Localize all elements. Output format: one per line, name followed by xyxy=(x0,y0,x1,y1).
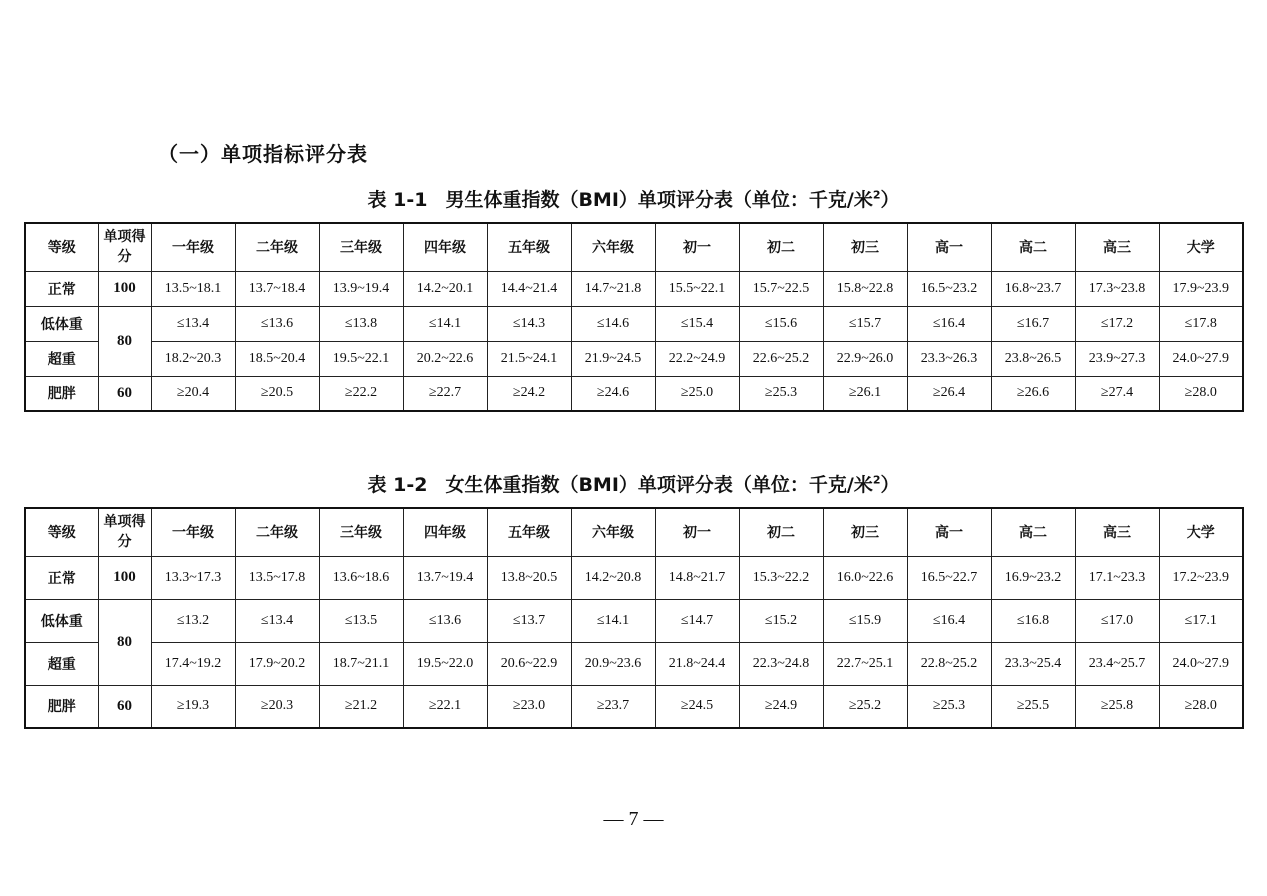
grade-label: 低体重 xyxy=(25,599,98,642)
bmi-range-cell: ≥24.6 xyxy=(571,376,655,411)
grade-level-header: 初三 xyxy=(823,223,907,271)
bmi-range-cell: ≤15.7 xyxy=(823,306,907,341)
bmi-range-cell: ≤17.2 xyxy=(1075,306,1159,341)
bmi-range-cell: 21.8~24.4 xyxy=(655,642,739,685)
bmi-range-cell: ≥25.3 xyxy=(739,376,823,411)
bmi-range-cell: 14.7~21.8 xyxy=(571,271,655,306)
grade-level-header: 高三 xyxy=(1075,223,1159,271)
grade-level-header: 二年级 xyxy=(235,223,319,271)
bmi-range-cell: 14.8~21.7 xyxy=(655,556,739,599)
grade-level-header: 四年级 xyxy=(403,223,487,271)
bmi-range-cell: 17.9~23.9 xyxy=(1159,271,1243,306)
table-row xyxy=(25,556,1243,599)
bmi-range-cell: ≤13.8 xyxy=(319,306,403,341)
bmi-range-cell: 22.9~26.0 xyxy=(823,341,907,376)
bmi-range-cell: 18.2~20.3 xyxy=(151,341,235,376)
bmi-range-cell: 14.2~20.8 xyxy=(571,556,655,599)
grade-level-header: 初一 xyxy=(655,508,739,556)
grade-level-header: 五年级 xyxy=(487,223,571,271)
bmi-range-cell: 15.3~22.2 xyxy=(739,556,823,599)
bmi-range-cell: ≤15.9 xyxy=(823,599,907,642)
bmi-range-cell: ≤13.6 xyxy=(235,306,319,341)
bmi-range-cell: ≤14.3 xyxy=(487,306,571,341)
grade-label: 正常 xyxy=(25,556,98,599)
score-header: 单项得分 xyxy=(98,508,151,556)
grade-level-header: 二年级 xyxy=(235,508,319,556)
bmi-range-cell: ≤16.7 xyxy=(991,306,1075,341)
bmi-range-cell: ≥27.4 xyxy=(1075,376,1159,411)
table-row xyxy=(25,642,1243,685)
bmi-range-cell: ≥25.2 xyxy=(823,685,907,728)
table-1-caption-sup: 2 xyxy=(872,188,881,202)
table-row xyxy=(25,376,1243,411)
bmi-range-cell: 14.2~20.1 xyxy=(403,271,487,306)
bmi-range-cell: ≥26.1 xyxy=(823,376,907,411)
bmi-range-cell: 23.8~26.5 xyxy=(991,341,1075,376)
bmi-range-cell: ≤13.7 xyxy=(487,599,571,642)
bmi-range-cell: 22.2~24.9 xyxy=(655,341,739,376)
bmi-range-cell: 17.9~20.2 xyxy=(235,642,319,685)
bmi-range-cell: ≤14.7 xyxy=(655,599,739,642)
bmi-range-cell: 16.0~22.6 xyxy=(823,556,907,599)
table-row xyxy=(25,306,1243,341)
bmi-range-cell: 24.0~27.9 xyxy=(1159,642,1243,685)
table-row xyxy=(25,271,1243,306)
table-1-caption xyxy=(0,185,1267,212)
grade-level-header: 初一 xyxy=(655,223,739,271)
bmi-range-cell: 23.4~25.7 xyxy=(1075,642,1159,685)
bmi-range-cell: ≤15.6 xyxy=(739,306,823,341)
grade-level-header: 六年级 xyxy=(571,223,655,271)
bmi-range-cell: ≥25.0 xyxy=(655,376,739,411)
grade-label: 肥胖 xyxy=(25,685,98,728)
grade-level-header: 高二 xyxy=(991,508,1075,556)
bmi-range-cell: ≥22.7 xyxy=(403,376,487,411)
table-row xyxy=(25,341,1243,376)
table-1-caption-text: 男生体重指数（BMI）单项评分表（单位：千克/米 xyxy=(445,189,873,211)
bmi-range-cell: ≥23.0 xyxy=(487,685,571,728)
bmi-range-cell: ≥25.8 xyxy=(1075,685,1159,728)
bmi-range-cell: 21.5~24.1 xyxy=(487,341,571,376)
bmi-range-cell: ≤13.4 xyxy=(235,599,319,642)
bmi-range-cell: 14.4~21.4 xyxy=(487,271,571,306)
bmi-range-cell: 16.5~23.2 xyxy=(907,271,991,306)
table-2-caption-text: 女生体重指数（BMI）单项评分表（单位：千克/米 xyxy=(445,474,873,496)
bmi-range-cell: ≤16.8 xyxy=(991,599,1075,642)
bmi-range-cell: ≤16.4 xyxy=(907,306,991,341)
bmi-range-cell: ≤13.6 xyxy=(403,599,487,642)
table-header-row xyxy=(25,223,1243,271)
grade-header: 等级 xyxy=(25,223,98,271)
bmi-range-cell: ≥21.2 xyxy=(319,685,403,728)
bmi-range-cell: ≤17.8 xyxy=(1159,306,1243,341)
bmi-range-cell: 16.5~22.7 xyxy=(907,556,991,599)
grade-level-header: 六年级 xyxy=(571,508,655,556)
grade-label: 低体重 xyxy=(25,306,98,341)
bmi-range-cell: 15.8~22.8 xyxy=(823,271,907,306)
bmi-range-cell: ≤14.1 xyxy=(571,599,655,642)
bmi-range-cell: ≥28.0 xyxy=(1159,376,1243,411)
grade-label: 超重 xyxy=(25,642,98,685)
bmi-range-cell: 17.4~19.2 xyxy=(151,642,235,685)
page-number: — 7 — xyxy=(603,808,664,830)
bmi-range-cell: ≥26.6 xyxy=(991,376,1075,411)
bmi-range-cell: 15.5~22.1 xyxy=(655,271,739,306)
bmi-range-cell: 18.7~21.1 xyxy=(319,642,403,685)
score-value: 60 xyxy=(98,685,151,728)
grade-level-header: 高一 xyxy=(907,508,991,556)
score-value: 60 xyxy=(98,376,151,411)
table-header-row xyxy=(25,508,1243,556)
bmi-range-cell: ≥22.1 xyxy=(403,685,487,728)
score-value: 100 xyxy=(98,556,151,599)
grade-label: 超重 xyxy=(25,341,98,376)
bmi-range-cell: ≤15.2 xyxy=(739,599,823,642)
bmi-range-cell: ≤14.6 xyxy=(571,306,655,341)
score-value: 80 xyxy=(98,599,151,685)
bmi-range-cell: ≥24.5 xyxy=(655,685,739,728)
bmi-range-cell: ≥25.5 xyxy=(991,685,1075,728)
bmi-range-cell: 17.3~23.8 xyxy=(1075,271,1159,306)
bmi-range-cell: ≥28.0 xyxy=(1159,685,1243,728)
bmi-range-cell: 13.5~17.8 xyxy=(235,556,319,599)
grade-level-header: 大学 xyxy=(1159,508,1243,556)
grade-level-header: 五年级 xyxy=(487,508,571,556)
grade-level-header: 大学 xyxy=(1159,223,1243,271)
bmi-range-cell: ≥20.3 xyxy=(235,685,319,728)
grade-level-header: 一年级 xyxy=(151,508,235,556)
bmi-range-cell: ≥22.2 xyxy=(319,376,403,411)
bmi-range-cell: ≤13.2 xyxy=(151,599,235,642)
bmi-range-cell: 19.5~22.1 xyxy=(319,341,403,376)
grade-label: 肥胖 xyxy=(25,376,98,411)
grade-level-header: 初二 xyxy=(739,508,823,556)
bmi-range-cell: 17.2~23.9 xyxy=(1159,556,1243,599)
table-1-caption-number: 表 1-1 xyxy=(367,189,428,211)
table-2-caption-close: ） xyxy=(880,474,900,496)
table-2-caption xyxy=(0,470,1267,497)
bmi-range-cell: 13.7~19.4 xyxy=(403,556,487,599)
bmi-range-cell: ≥20.4 xyxy=(151,376,235,411)
table-2-caption-number: 表 1-2 xyxy=(367,474,428,496)
female-bmi-table xyxy=(24,507,1244,729)
bmi-range-cell: 18.5~20.4 xyxy=(235,341,319,376)
score-value: 100 xyxy=(98,271,151,306)
bmi-range-cell: 16.8~23.7 xyxy=(991,271,1075,306)
bmi-range-cell: 21.9~24.5 xyxy=(571,341,655,376)
bmi-range-cell: 20.6~22.9 xyxy=(487,642,571,685)
bmi-range-cell: 22.8~25.2 xyxy=(907,642,991,685)
table-1-caption-close: ） xyxy=(880,189,900,211)
bmi-range-cell: 13.6~18.6 xyxy=(319,556,403,599)
bmi-range-cell: 20.2~22.6 xyxy=(403,341,487,376)
bmi-range-cell: ≤17.1 xyxy=(1159,599,1243,642)
bmi-range-cell: 23.3~26.3 xyxy=(907,341,991,376)
bmi-range-cell: 20.9~23.6 xyxy=(571,642,655,685)
bmi-range-cell: ≤15.4 xyxy=(655,306,739,341)
bmi-range-cell: ≥26.4 xyxy=(907,376,991,411)
bmi-range-cell: ≥20.5 xyxy=(235,376,319,411)
bmi-range-cell: 13.7~18.4 xyxy=(235,271,319,306)
bmi-range-cell: 24.0~27.9 xyxy=(1159,341,1243,376)
bmi-range-cell: ≥24.9 xyxy=(739,685,823,728)
bmi-range-cell: ≥19.3 xyxy=(151,685,235,728)
bmi-range-cell: ≤16.4 xyxy=(907,599,991,642)
grade-level-header: 一年级 xyxy=(151,223,235,271)
table-row xyxy=(25,599,1243,642)
bmi-range-cell: ≥23.7 xyxy=(571,685,655,728)
bmi-range-cell: 13.9~19.4 xyxy=(319,271,403,306)
bmi-range-cell: ≤13.5 xyxy=(319,599,403,642)
bmi-range-cell: 22.3~24.8 xyxy=(739,642,823,685)
grade-level-header: 高一 xyxy=(907,223,991,271)
bmi-range-cell: 23.3~25.4 xyxy=(991,642,1075,685)
bmi-range-cell: 13.5~18.1 xyxy=(151,271,235,306)
grade-level-header: 三年级 xyxy=(319,223,403,271)
bmi-range-cell: ≤14.1 xyxy=(403,306,487,341)
bmi-range-cell: 19.5~22.0 xyxy=(403,642,487,685)
grade-label: 正常 xyxy=(25,271,98,306)
grade-level-header: 初二 xyxy=(739,223,823,271)
grade-level-header: 高二 xyxy=(991,223,1075,271)
grade-level-header: 三年级 xyxy=(319,508,403,556)
grade-level-header: 四年级 xyxy=(403,508,487,556)
bmi-range-cell: 16.9~23.2 xyxy=(991,556,1075,599)
bmi-range-cell: ≤17.0 xyxy=(1075,599,1159,642)
bmi-range-cell: ≤13.4 xyxy=(151,306,235,341)
bmi-range-cell: 13.3~17.3 xyxy=(151,556,235,599)
bmi-range-cell: ≥25.3 xyxy=(907,685,991,728)
grade-level-header: 高三 xyxy=(1075,508,1159,556)
section-heading: （一）单项指标评分表 xyxy=(158,142,368,166)
bmi-range-cell: 22.6~25.2 xyxy=(739,341,823,376)
table-row xyxy=(25,685,1243,728)
bmi-range-cell: 17.1~23.3 xyxy=(1075,556,1159,599)
bmi-range-cell: 23.9~27.3 xyxy=(1075,341,1159,376)
bmi-range-cell: 13.8~20.5 xyxy=(487,556,571,599)
grade-header: 等级 xyxy=(25,508,98,556)
bmi-range-cell: 15.7~22.5 xyxy=(739,271,823,306)
score-header: 单项得分 xyxy=(98,223,151,271)
grade-level-header: 初三 xyxy=(823,508,907,556)
male-bmi-table xyxy=(24,222,1244,412)
bmi-range-cell: ≥24.2 xyxy=(487,376,571,411)
score-value: 80 xyxy=(98,306,151,376)
table-2-caption-sup: 2 xyxy=(872,473,881,487)
bmi-range-cell: 22.7~25.1 xyxy=(823,642,907,685)
